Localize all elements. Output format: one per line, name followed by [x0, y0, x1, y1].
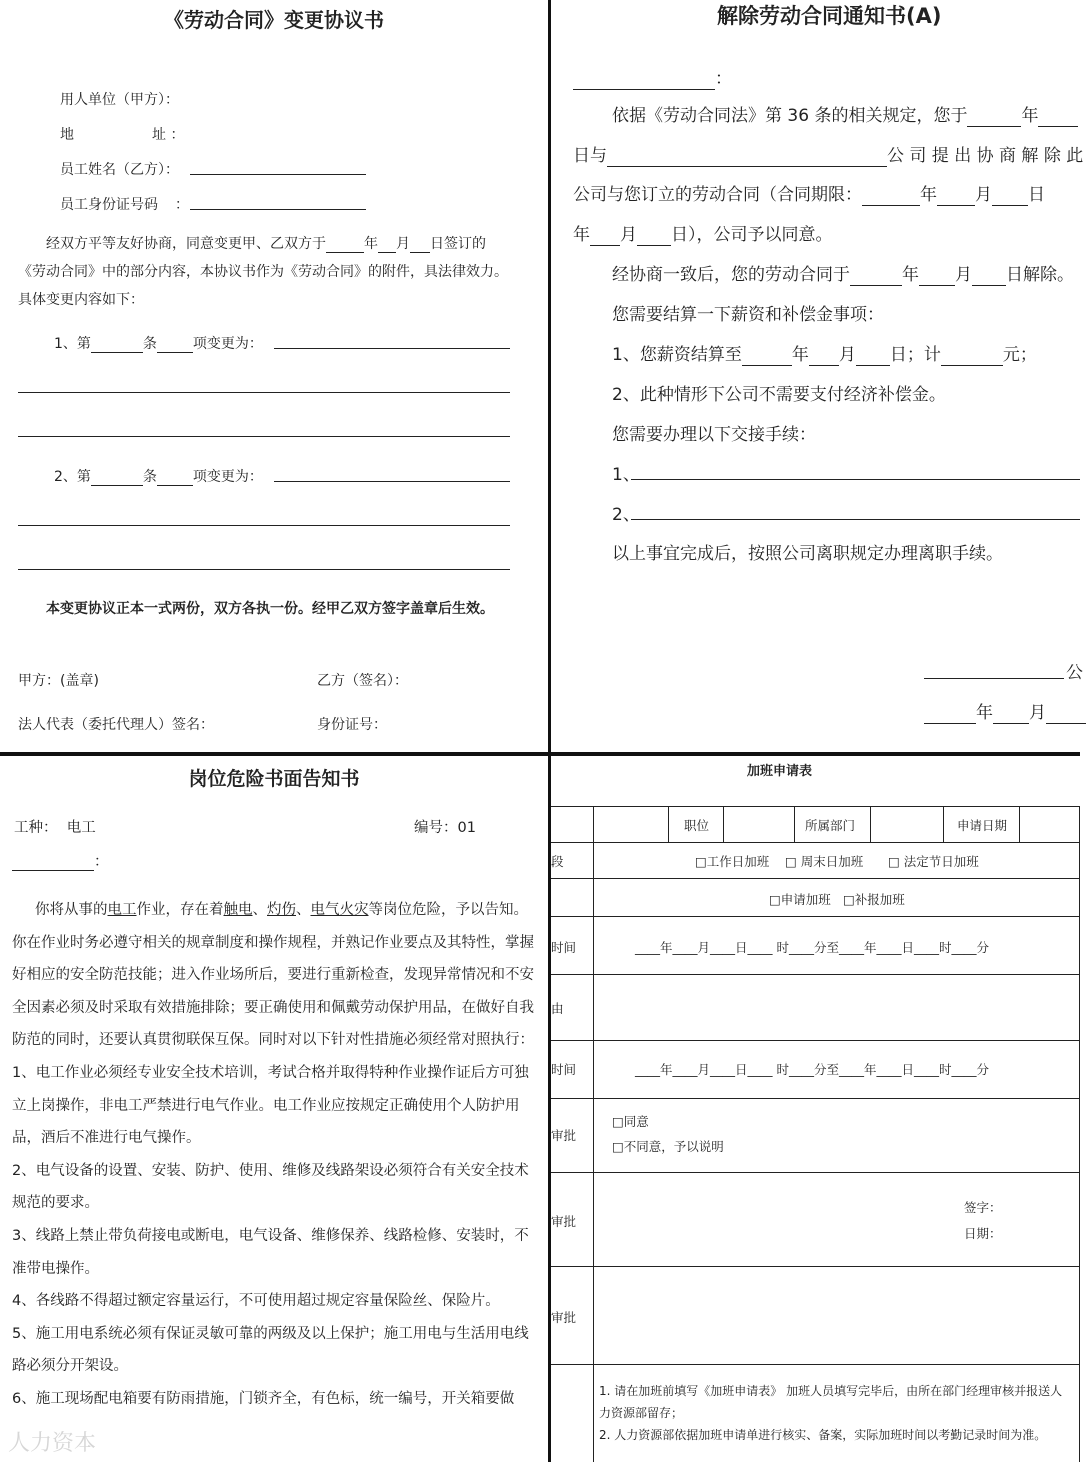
notice-line7: 1、您薪资结算至 年 月 日；计 元； [612, 345, 1037, 365]
doc-number: 编号：01 [414, 820, 476, 836]
page-title: 《劳动合同》变更协议书 [164, 8, 384, 32]
para-line1: 经双方平等友好协商，同意变更甲、乙双方于 年 月 日签订的 [46, 236, 486, 252]
employer-label: 用人单位（甲方）： [60, 92, 179, 108]
party-a-sign: 甲方：(盖章) [18, 673, 99, 689]
row-approve1-label: 审批 [551, 1128, 577, 1143]
notice-line10: 以上事宜完成后，按照公司离职规定办理离职手续。 [612, 544, 1003, 564]
hazard-notice-panel [0, 756, 548, 1462]
employee-id-colon: ： [175, 197, 189, 213]
apply-date-header: 申请日期 [957, 818, 1008, 833]
option-supplement[interactable]: □补报加班 [843, 892, 905, 907]
notice-line3: 公司与您订立的劳动合同（合同期限： 年 月 日 [573, 185, 1045, 205]
rule-item: 2、电气设备的设置、安装、防护、使用、维修及线路架设必须符合有关安全技术规范的要求。 [12, 1162, 529, 1212]
rule-item: 6、施工现场配电箱要有防雨措施，门锁齐全，有色标，统一编号，开关箱要做 [12, 1390, 515, 1407]
option-holiday[interactable]: □ 法定节日加班 [888, 854, 979, 869]
option-disagree[interactable]: □不同意，予以说明 [612, 1139, 724, 1154]
date-blank[interactable] [326, 236, 364, 253]
row-time1-label: 时间 [551, 940, 577, 955]
address-label-2: 址 ： [152, 127, 185, 143]
row-time2-label: 时间 [551, 1062, 577, 1077]
row-approve2-label: 审批 [551, 1214, 577, 1229]
position-header: 职位 [684, 818, 710, 833]
option-weekend[interactable]: □ 周末日加班 [785, 854, 864, 869]
para-line2: 《劳动合同》中的部分内容，本协议书作为《劳动合同》的附件，具法律效力。 [18, 264, 508, 280]
vertical-divider [548, 0, 551, 1462]
overtime-form-panel [551, 756, 1080, 1462]
employee-id-field[interactable] [190, 209, 366, 210]
rule-item: 4、各线路不得超过额定容量运行，不可使用超过规定容量保险丝、保险片。 [12, 1293, 500, 1310]
row-reason-label: 由 [551, 1001, 564, 1016]
job-type: 工种： 电工 [14, 820, 96, 836]
legal-rep-sign: 法人代表（委托代理人）签名： [18, 717, 214, 733]
blank-line[interactable] [18, 569, 510, 570]
notice-line6: 您需要结算一下薪资和补偿金事项： [612, 305, 884, 325]
option-workday[interactable]: □工作日加班 [695, 854, 770, 869]
note-2: 2. 人力资源部依据加班申请单进行核实、备案，实际加班时间以考勤记录时间为准。 [599, 1428, 1047, 1442]
handover-1: 1、 [612, 465, 640, 485]
change-agreement-panel [0, 0, 548, 752]
handover-2-field[interactable] [631, 519, 1080, 520]
change-item-2-field[interactable] [274, 481, 510, 482]
watermark: 人力资本 [8, 1431, 97, 1456]
effect-note: 本变更协议正本一式两份，双方各执一份。经甲乙双方签字盖章后生效。 [46, 601, 494, 617]
row-type-label: 段 [551, 854, 564, 869]
time-range-1[interactable]: ____年____月____日____ 时____分至____年____日____时____分 [635, 940, 989, 955]
blank-line[interactable] [18, 525, 510, 526]
para-line3: 具体变更内容如下： [18, 292, 144, 308]
date-label: 日期： [964, 1226, 1002, 1241]
company-suffix: 公 [1066, 663, 1083, 683]
option-apply[interactable]: □申请加班 [769, 892, 831, 907]
form-notes [599, 1380, 1073, 1446]
hazard-body [12, 894, 538, 1416]
sign-date: 年 月 [924, 698, 1086, 724]
page-title: 岗位危险书面告知书 [188, 768, 360, 790]
horizontal-divider [0, 752, 1080, 756]
blank-line[interactable] [18, 392, 510, 393]
option-agree[interactable]: □同意 [612, 1114, 649, 1129]
notice-line8: 2、此种情形下公司不需要支付经济补偿金。 [612, 385, 946, 405]
company-sign-field[interactable] [924, 678, 1064, 679]
rule-item: 3、线路上禁止带负荷接电或断电，电气设备、维修保养、线路检修、安装时，不准带电操作。 [12, 1227, 529, 1277]
change-item-1-field[interactable] [274, 348, 510, 349]
recipient-line: ： [12, 850, 109, 871]
termination-notice-panel [551, 0, 1084, 752]
notice-line9: 您需要办理以下交接手续： [612, 425, 816, 445]
change-item-2: 2、第 条 项变更为： [54, 469, 263, 485]
recipient-line: ： [573, 64, 732, 90]
notice-line4: 年 月 日），公司予以同意。 [573, 225, 833, 245]
change-item-1: 1、第 条 项变更为： [54, 336, 263, 352]
party-b-sign: 乙方（签名）： [317, 673, 408, 689]
note-1: 1. 请在加班前填写《加班申请表》 加班人员填写完毕后，由所在部门经理审核并报送人力资源部留存； [599, 1384, 1063, 1420]
rule-item: 5、施工用电系统必须有保证灵敏可靠的两级及以上保护；施工用电与生活用电线路必须分开架设。 [12, 1325, 529, 1375]
notice-line2: 日与 公 司 提 出 协 商 解 除 此 [573, 146, 1084, 166]
page-title: 解除劳动合同通知书(A) [717, 4, 942, 28]
id-number-label: 身份证号： [317, 717, 387, 733]
address-label-1: 地 [60, 127, 74, 143]
notice-line1: 依据《劳动合同法》第 36 条的相关规定，您于 年 [612, 101, 1078, 127]
department-header: 所属部门 [805, 818, 856, 833]
form-title: 加班申请表 [747, 764, 813, 779]
rule-item: 1、电工作业必须经专业安全技术培训，考试合格并取得特种作业操作证后方可独立上岗操作，非电工严禁进行电气作业。电工作业应按规定正确使用个人防护用品，酒后不准进行电气操作。 [12, 1064, 529, 1147]
blank-line[interactable] [18, 436, 510, 437]
row-approve3-label: 审批 [551, 1310, 577, 1325]
employee-id-label: 员工身份证号码 [60, 197, 158, 213]
sign-label: 签字： [964, 1200, 1002, 1215]
intro-paragraph: 你将从事的电工作业，存在着触电、灼伤、电气火灾等岗位危险，予以告知。你在作业时务必遵守相关的规章制度和操作规程，并熟记作业要点及其特性，掌握好相应的安全防范技能；进入作业场所后，要进行重新检查，发现异常情况和不安全因素必须及时采取有效措施排除；要正确使用和佩戴劳动保护用品，在做好自我防范的同时，还要认真贯彻联保互保。同时对以下针对性措施必须经常对照执行： [12, 902, 534, 1049]
employee-name-label: 员工姓名（乙方）： [60, 162, 179, 178]
employee-name-field[interactable] [190, 174, 366, 175]
handover-2: 2、 [612, 505, 640, 525]
time-range-2[interactable]: ____年____月____日____ 时____分至____年____日____时____分 [635, 1062, 989, 1077]
notice-line5: 经协商一致后，您的劳动合同于 年 月 日解除。 [612, 265, 1074, 285]
handover-1-field[interactable] [631, 479, 1080, 480]
